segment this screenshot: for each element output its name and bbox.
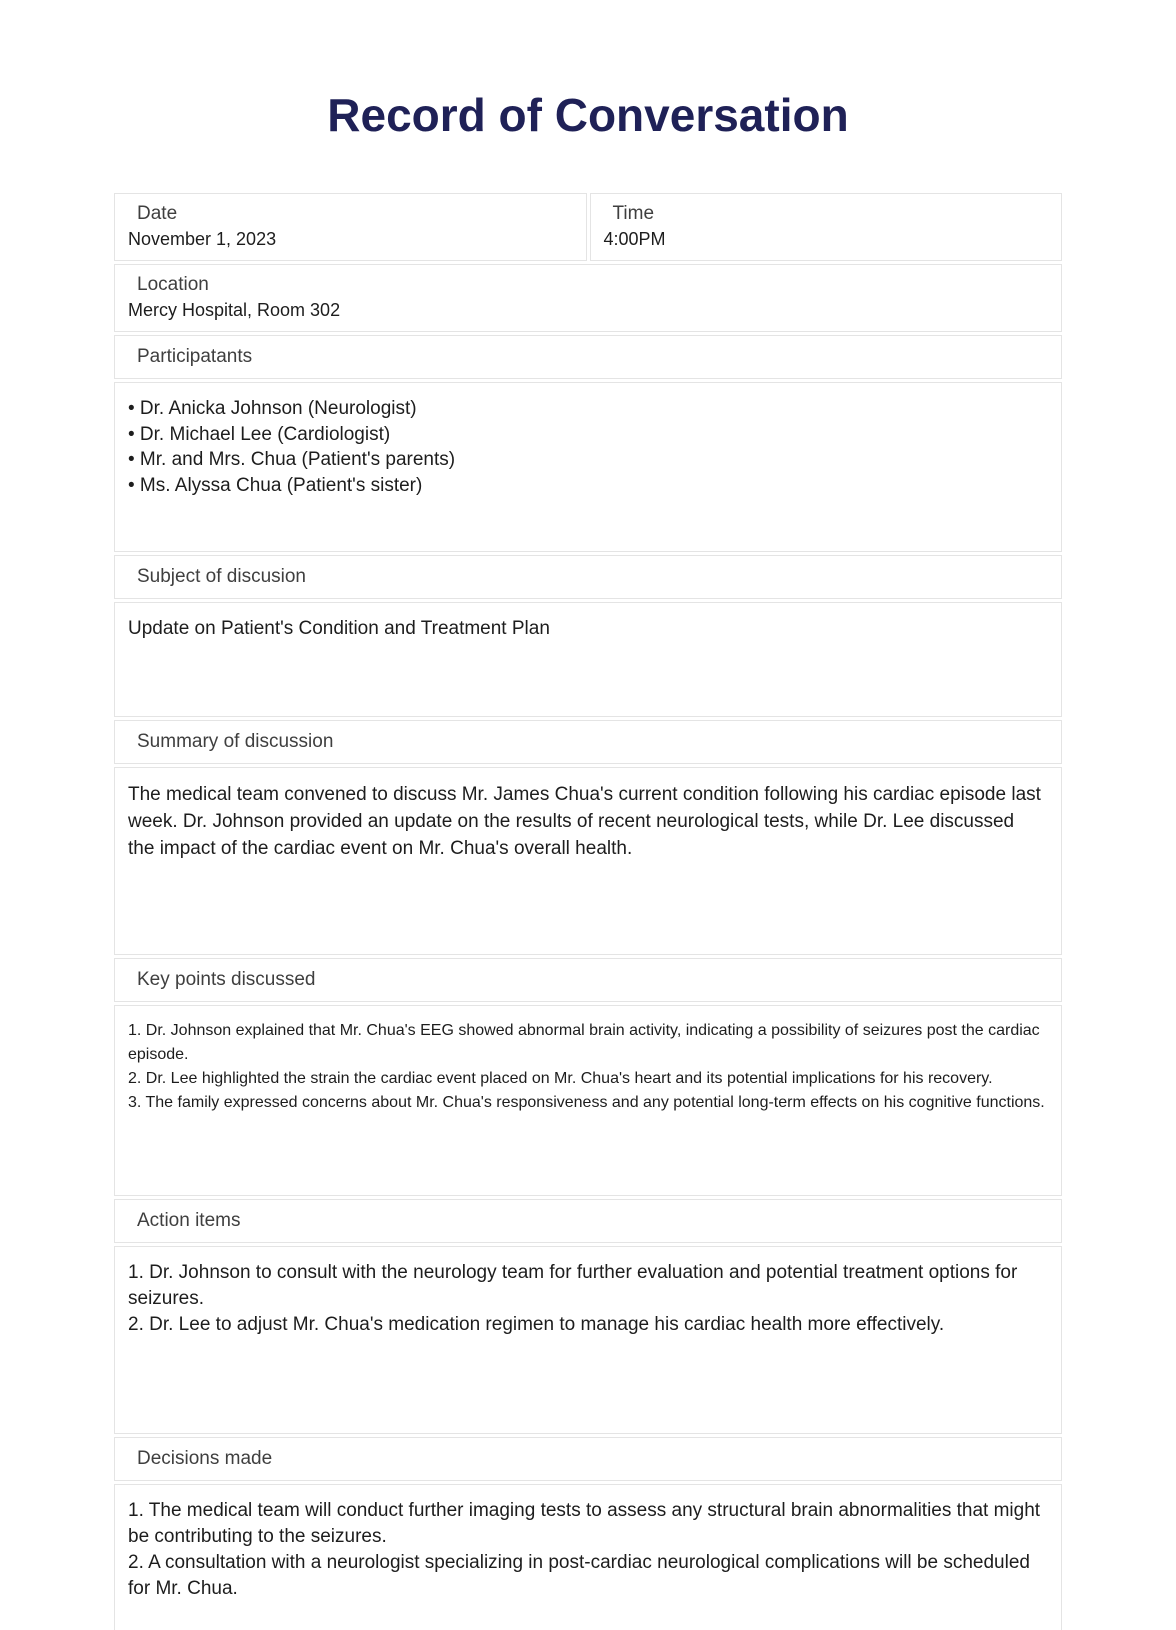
participant-item: • Dr. Michael Lee (Cardiologist) (128, 423, 391, 445)
participants-label: Participatants (137, 346, 253, 367)
key-point-item: 3. The family expressed concerns about Mr. Chua's responsiveness and any potential long-term effects on his cognitive functions. (128, 1094, 1045, 1111)
decisions-header-row (114, 1437, 1062, 1481)
key-point-item: 2. Dr. Lee highlighted the strain the cardiac event placed on Mr. Chua's heart and its potential implications for his recovery. (128, 1070, 993, 1087)
participant-item: • Mr. and Mrs. Chua (Patient's parents) (128, 449, 456, 470)
participants-list (114, 382, 1062, 552)
participants-header-row (114, 335, 1062, 379)
summary-value: The medical team convened to discuss Mr. James Chua's current condition following his cardiac episode last week. Dr. Johnson provided an update on the results of recent neurological tests, while Dr. Lee discussed the impact of the cardiac event on Mr. Chua's overall health. (114, 767, 1062, 955)
date-time-row (114, 193, 1062, 261)
record-form-table (111, 190, 1065, 1630)
subject-header-row (114, 555, 1062, 599)
location-field (114, 264, 1062, 332)
action-items-section-header (114, 1199, 1062, 1243)
subject-value: Update on Patient's Condition and Treatment Plan (114, 602, 1062, 717)
date-label: Date (137, 203, 178, 224)
participants-section-header (114, 335, 1062, 379)
subject-content-row (114, 602, 1062, 717)
page-title: Record of Conversation (327, 89, 849, 141)
decisions-section-header (114, 1437, 1062, 1481)
location-value: Mercy Hospital, Room 302 (128, 300, 341, 320)
time-label: Time (612, 203, 655, 224)
key-points-list (114, 1005, 1062, 1196)
action-item: 2. Dr. Lee to adjust Mr. Chua's medication regimen to manage his cardiac health more effectively. (128, 1314, 945, 1335)
key-points-header-row (114, 958, 1062, 1002)
action-items-list (114, 1246, 1062, 1434)
summary-label: Summary of discussion (137, 731, 334, 752)
key-points-content-row (114, 1005, 1062, 1196)
decisions-content-row (114, 1484, 1062, 1630)
subject-label: Subject of discusion (137, 566, 306, 587)
key-points-label: Key points discussed (137, 969, 316, 990)
action-item: 1. Dr. Johnson to consult with the neurology team for further evaluation and potential treatment options for seizures. (128, 1262, 1018, 1309)
action-items-label: Action items (137, 1210, 241, 1231)
location-row (114, 264, 1062, 332)
action-items-content-row (114, 1246, 1062, 1434)
decision-item: 2. A consultation with a neurologist specializing in post-cardiac neurological complications will be scheduled for Mr. Chua. (128, 1552, 1030, 1599)
decisions-label: Decisions made (137, 1448, 273, 1469)
summary-content-row (114, 767, 1062, 955)
action-items-header-row (114, 1199, 1062, 1243)
time-field (590, 193, 1063, 261)
date-value: November 1, 2023 (128, 229, 277, 249)
participant-item: • Dr. Anicka Johnson (Neurologist) (128, 398, 417, 419)
date-field (114, 193, 587, 261)
summary-header-row (114, 720, 1062, 764)
summary-section-header (114, 720, 1062, 764)
decisions-list (114, 1484, 1062, 1630)
participant-item: • Ms. Alyssa Chua (Patient's sister) (128, 474, 423, 496)
decision-item: 1. The medical team will conduct further imaging tests to assess any structural brain abnormalities that might be contributing to the seizures. (128, 1500, 1041, 1547)
time-value: 4:00PM (603, 229, 666, 249)
subject-section-header (114, 555, 1062, 599)
key-points-section-header (114, 958, 1062, 1002)
location-label: Location (137, 274, 209, 295)
key-point-item: 1. Dr. Johnson explained that Mr. Chua's EEG showed abnormal brain activity, indicating a possibility of seizures post the cardiac episode. (128, 1022, 1040, 1063)
participants-content-row (114, 382, 1062, 552)
